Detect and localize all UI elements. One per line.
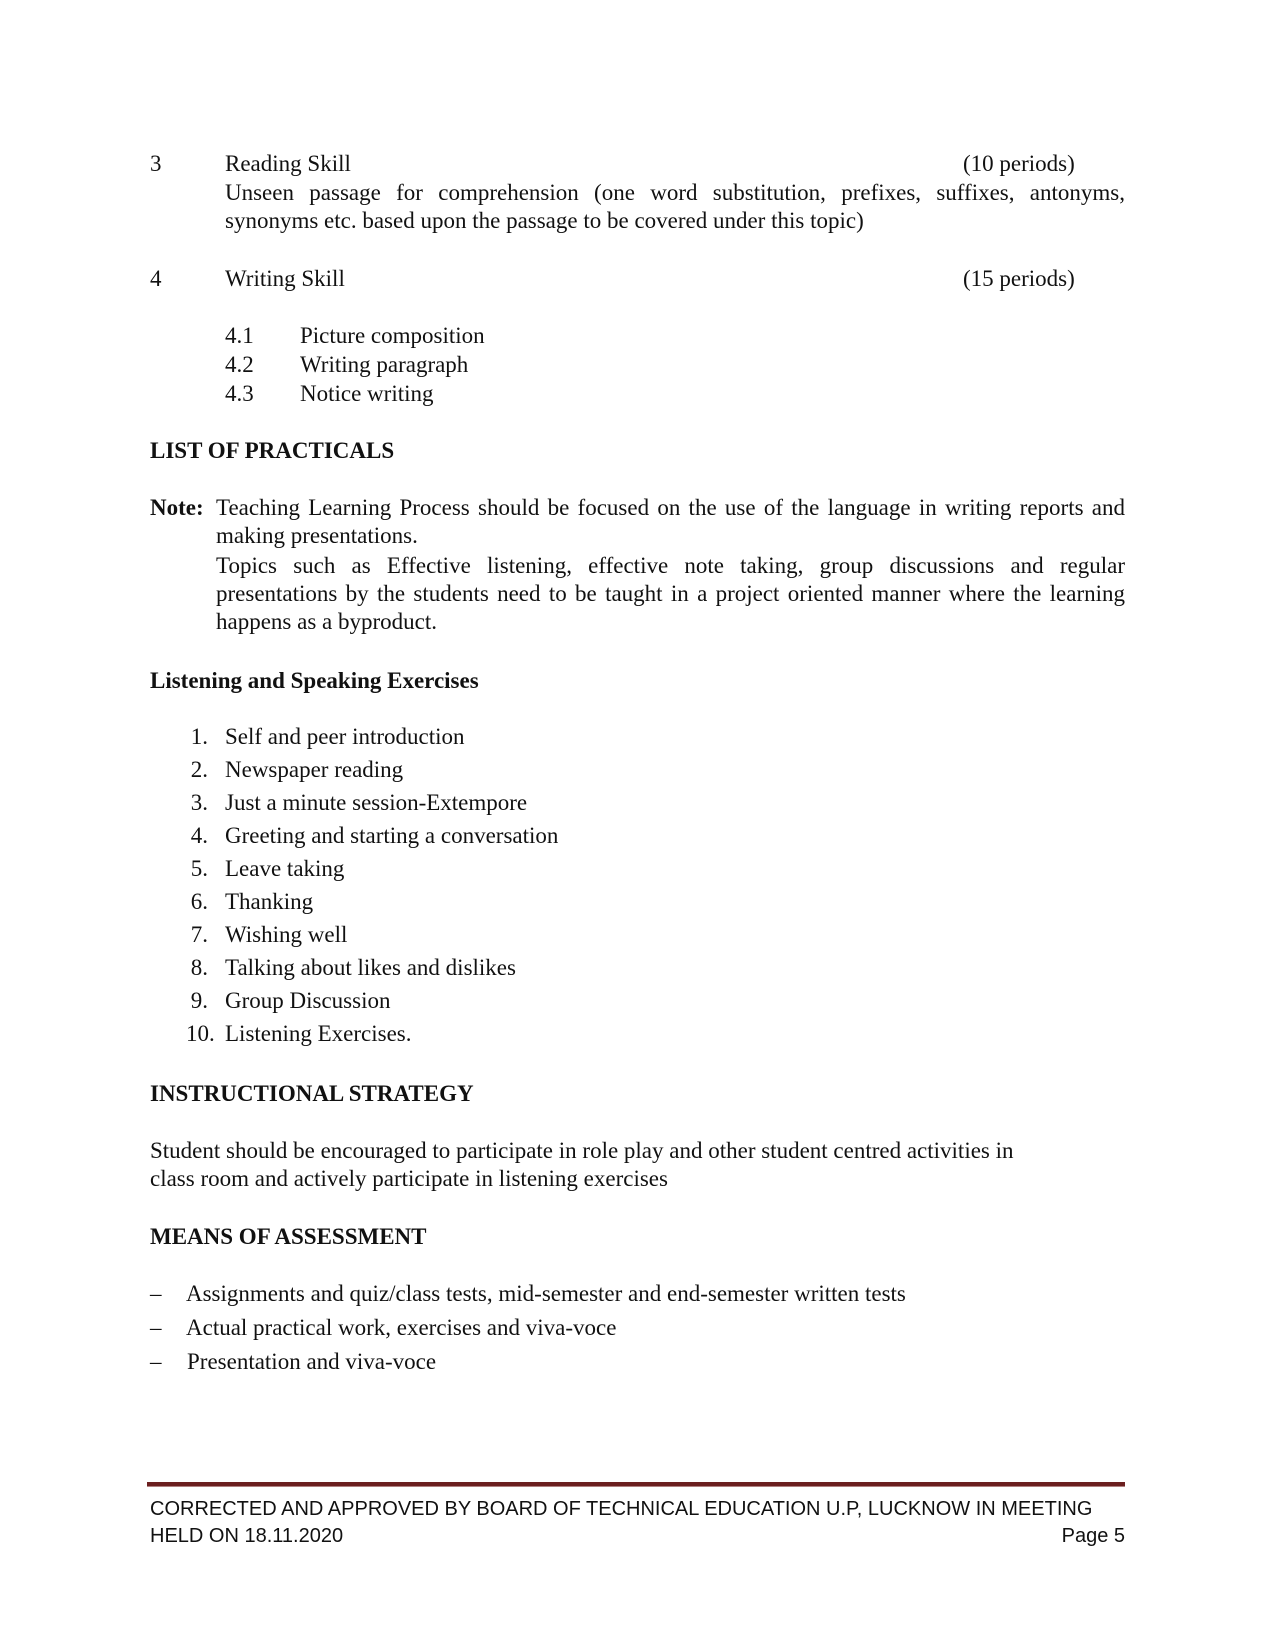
list-item-number: 2. [190,757,208,782]
list-item-number: 3. [190,790,208,815]
heading-list-of-practicals: LIST OF PRACTICALS [150,438,395,463]
list-item-number: 1. [190,724,208,749]
list-item-number: 6. [190,889,208,914]
bullet-dash: – [150,1315,162,1340]
list-item-number: 8. [190,955,208,980]
footer-approval-line-2: HELD ON 18.11.2020 [150,1525,344,1547]
page-number: Page 5 [1061,1525,1125,1547]
reading-description: Unseen passage for comprehension (one word substitution, prefixes, suffixes, antonyms, synonyms etc. based upon the passage to be covered under this topic) [225,180,1125,233]
list-item-number: 5. [190,856,208,881]
section-title-reading: Reading Skill [225,151,351,176]
heading-instructional-strategy: INSTRUCTIONAL STRATEGY [150,1081,474,1106]
note-text-1: Teaching Learning Process should be focused on the use of the language in writing reports and making presentations. [216,495,1125,548]
subitem-number: 4.1 [225,323,254,348]
subitem-number: 4.2 [225,352,254,377]
bullet-dash: – [150,1349,162,1374]
list-item: Greeting and starting a conversation [225,823,559,848]
list-item-number: 4. [190,823,208,848]
subitem-label: Notice writing [300,381,434,406]
heading-means-of-assessment: MEANS OF ASSESSMENT [150,1224,427,1249]
note-label: Note: [150,495,204,520]
heading-listening-speaking: Listening and Speaking Exercises [150,668,479,693]
footer-approval-line-1: CORRECTED AND APPROVED BY BOARD OF TECHNICAL EDUCATION U.P, LUCKNOW IN MEETING [150,1498,1093,1520]
footer-divider [147,1482,1125,1487]
bullet-dash: – [150,1281,162,1306]
list-item: Just a minute session-Extempore [225,790,528,815]
list-item-number: 9. [190,988,208,1013]
assessment-item: Actual practical work, exercises and viva-voce [186,1315,617,1340]
subitem-label: Picture composition [300,323,485,348]
list-item: Newspaper reading [225,757,404,782]
subitem-number: 4.3 [225,381,254,406]
footer [150,1496,1125,1550]
assessment-item: Presentation and viva-voce [187,1349,437,1374]
section-number-reading: 3 [150,151,162,176]
list-item: Wishing well [225,922,348,947]
list-item: Listening Exercises. [225,1021,412,1046]
list-item: Leave taking [225,856,345,881]
strategy-text-line-1: Student should be encouraged to participate in role play and other student centred activities in [150,1138,1014,1163]
section-number-writing: 4 [150,266,162,291]
list-item: Self and peer introduction [225,724,465,749]
list-item-number: 7. [190,922,208,947]
assessment-item: Assignments and quiz/class tests, mid-semester and end-semester written tests [186,1281,906,1306]
periods-writing: (15 periods) [963,266,1075,291]
section-title-writing: Writing Skill [225,266,345,291]
list-item: Group Discussion [225,988,391,1013]
list-item-number: 10. [186,1021,215,1046]
note-text-2: Topics such as Effective listening, effective note taking, group discussions and regular presentations by the students need to be taught in a project oriented manner where the learning happens as a byproduct. [216,553,1125,634]
strategy-text-line-2: class room and actively participate in listening exercises [150,1166,668,1191]
list-item: Talking about likes and dislikes [225,955,516,980]
periods-reading: (10 periods) [963,151,1075,176]
list-item: Thanking [225,889,314,914]
subitem-label: Writing paragraph [300,352,469,377]
